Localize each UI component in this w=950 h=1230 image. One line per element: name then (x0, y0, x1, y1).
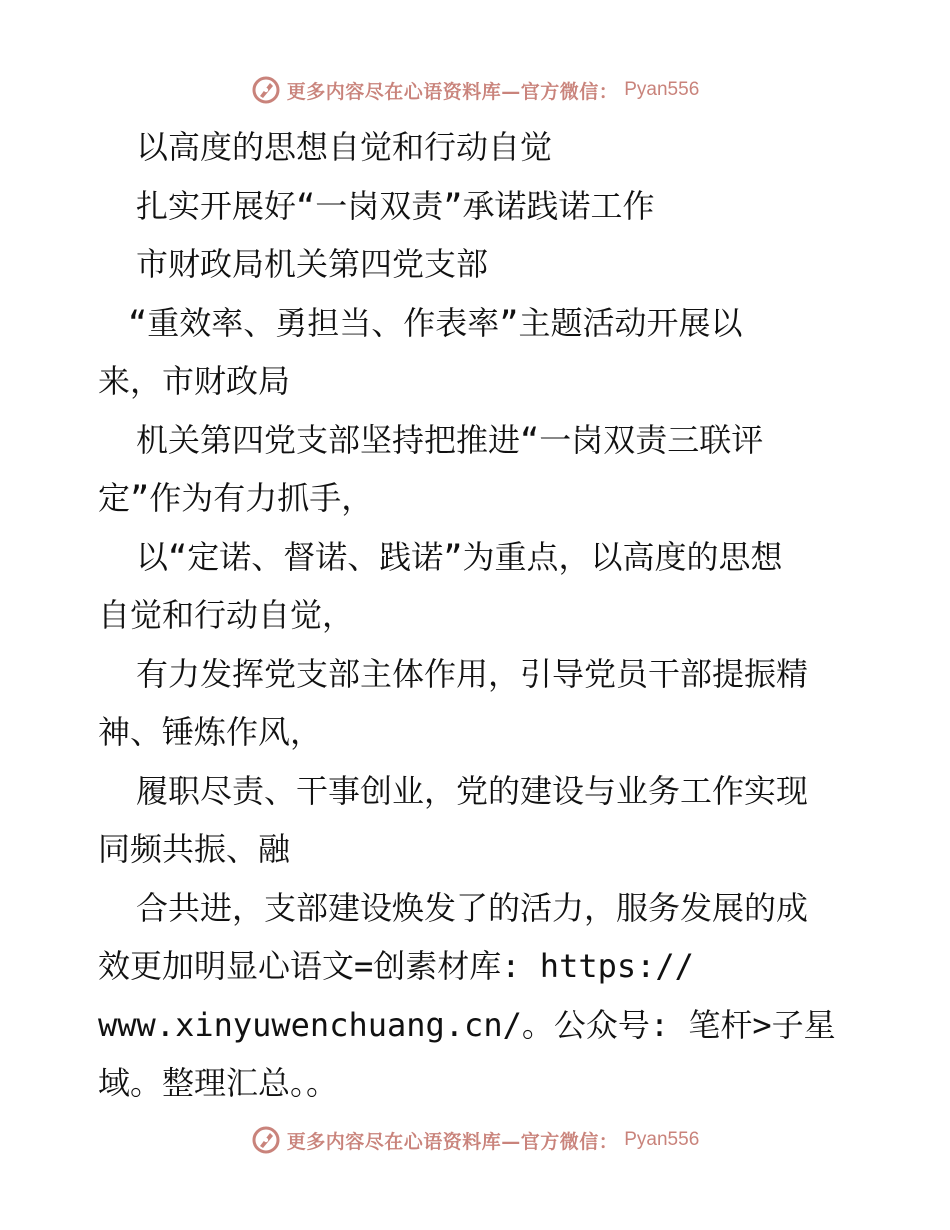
body-line: 机关第四党支部坚持把推进“一岗双责三联评 (136, 420, 764, 459)
pen-nib-circle-icon (251, 1125, 281, 1155)
body-line: 扎实开展好“一岗双责”承诺践诺工作 (136, 186, 655, 225)
body-line: 以“定诺、督诺、践诺”为重点，以高度的思想 (136, 537, 783, 576)
body-line: 域。整理汇总。。 (98, 1064, 339, 1102)
body-line: 神、锤炼作风， (98, 713, 323, 751)
body-line: 合共进，支部建设焕发了的活力，服务发展的成 (136, 888, 809, 927)
header-wechat-id: Pyan556 (624, 79, 700, 100)
footer-banner-content (251, 1125, 700, 1155)
body-line: “重效率、勇担当、作表率”主题活动开展以 (128, 303, 743, 342)
body-line: 以高度的思想自觉和行动自觉 (136, 128, 553, 166)
body-line: 效更加明显心语文=创素材库: https:// (98, 947, 694, 985)
header-banner-text: 更多内容尽在心语资料库—官方微信： (286, 80, 619, 103)
body-text (98, 118, 858, 1113)
footer-banner (0, 1122, 950, 1158)
body-line: 履职尽责、干事创业，党的建设与业务工作实现 (136, 771, 809, 810)
header-banner-content (251, 75, 700, 105)
body-line: www.xinyuwenchuang.cn/。公众号: 笔杆>子星 (98, 1005, 836, 1044)
header-banner (0, 72, 950, 108)
body-line: 市财政局机关第四党支部 (136, 245, 489, 283)
footer-banner-text: 更多内容尽在心语资料库—官方微信： (286, 1130, 619, 1153)
body-line: 有力发挥党支部主体作用，引导党员干部提振精 (136, 654, 809, 693)
body-line: 自觉和行动自觉， (98, 596, 355, 634)
footer-wechat-id: Pyan556 (624, 1129, 700, 1150)
body-line: 来，市财政局 (98, 362, 291, 400)
pen-nib-circle-icon (251, 75, 281, 105)
body-line: 定”作为有力抓手， (98, 479, 374, 517)
body-line: 同频共振、融 (98, 830, 291, 868)
